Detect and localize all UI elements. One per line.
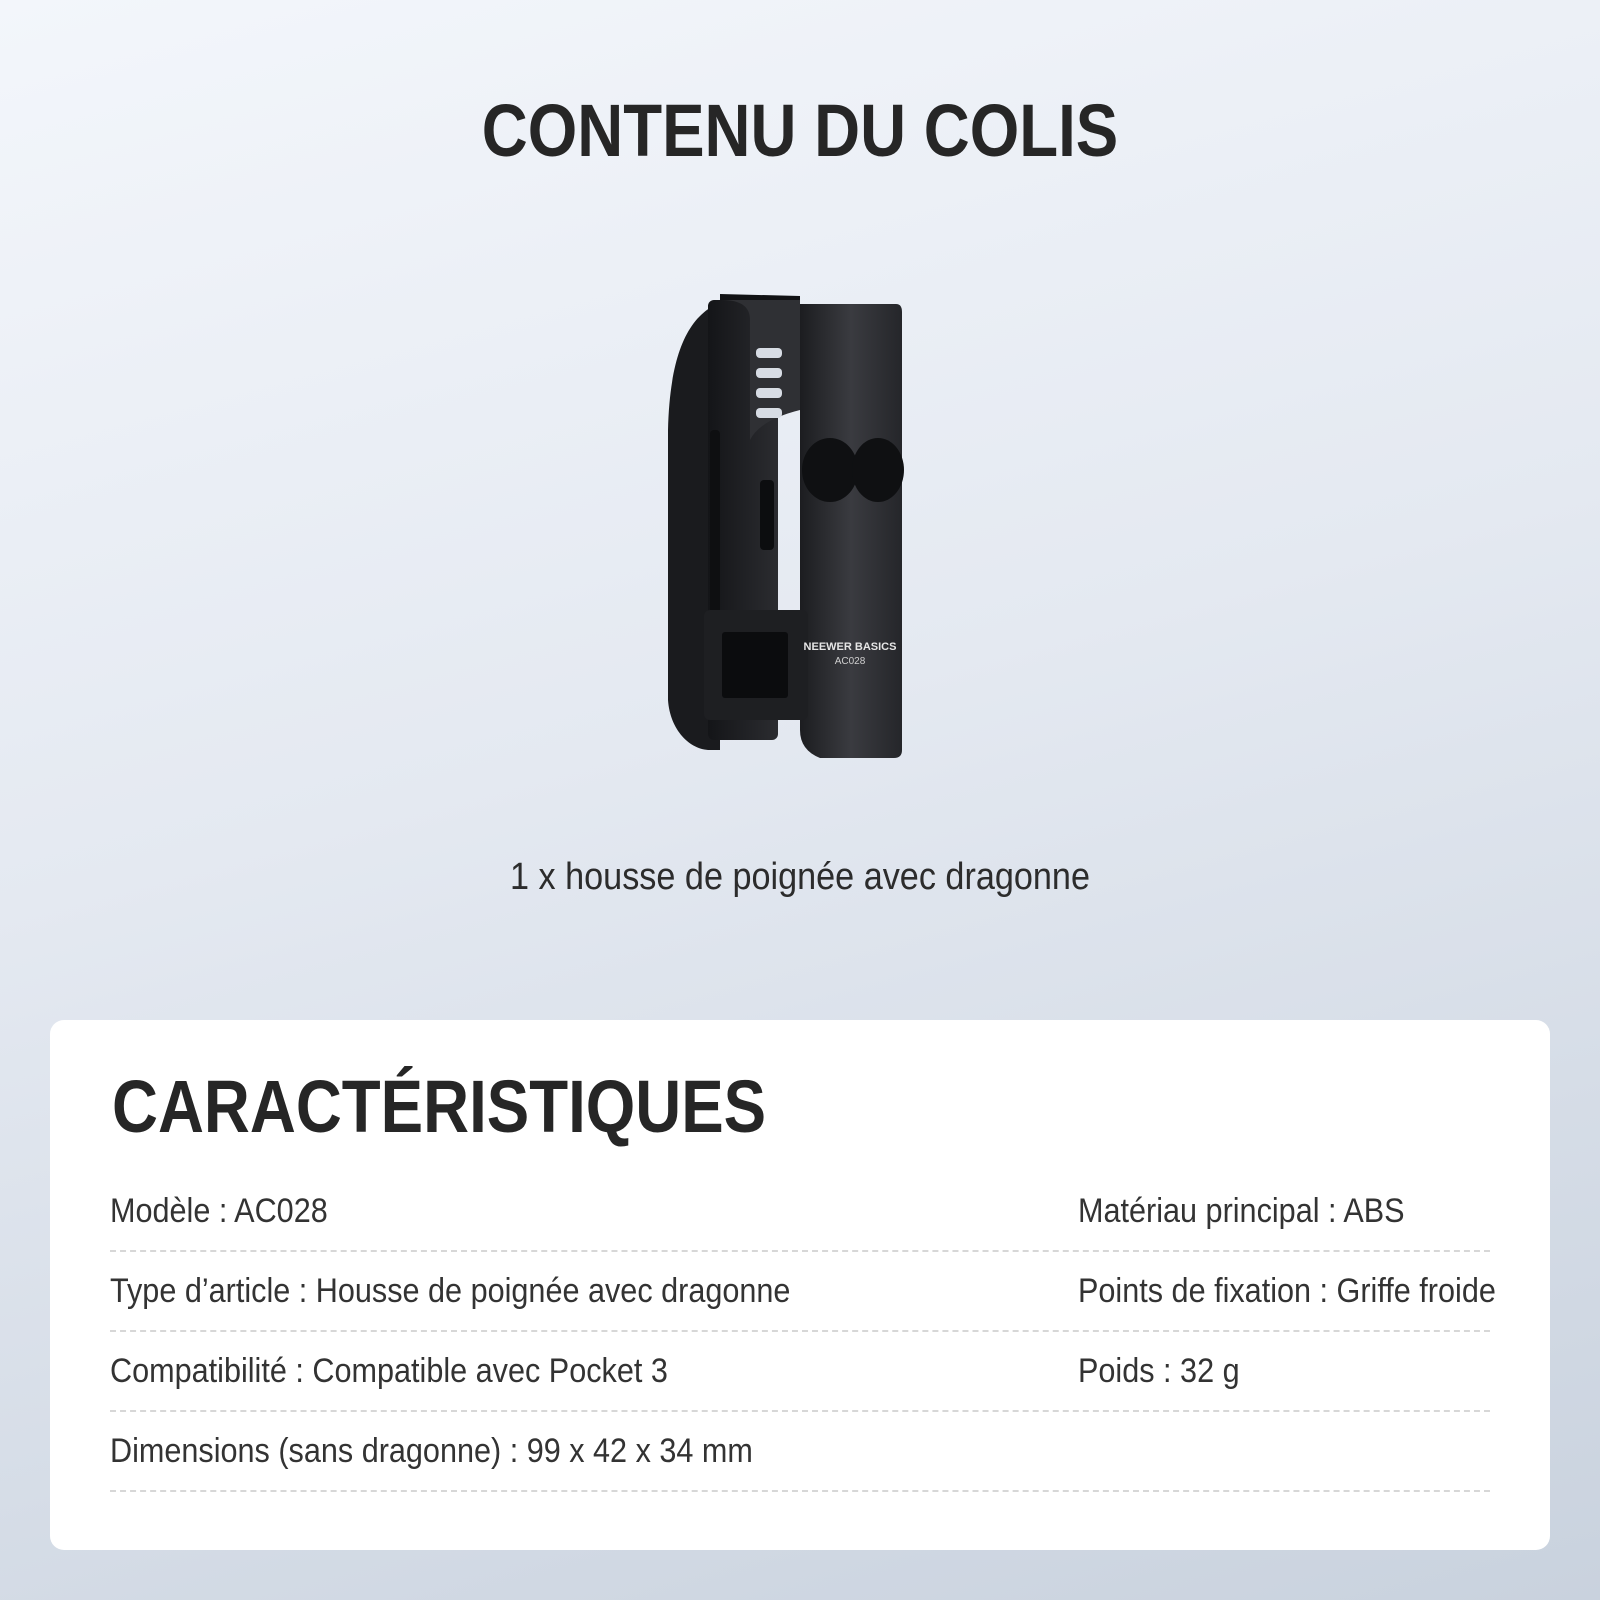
grip-case-illustration xyxy=(650,280,950,780)
product-image xyxy=(650,280,950,780)
spec-model: Modèle : AC028 xyxy=(110,1192,328,1230)
spec-row xyxy=(110,1330,1490,1412)
specifications-card xyxy=(50,1020,1550,1550)
spec-weight: Poids : 32 g xyxy=(1078,1352,1240,1390)
package-caption: 1 x housse de poignée avec dragonne xyxy=(510,856,1090,898)
spec-material: Matériau principal : ABS xyxy=(1078,1192,1405,1230)
spec-compatibility: Compatibilité : Compatible avec Pocket 3 xyxy=(110,1352,668,1390)
spec-row xyxy=(110,1250,1496,1332)
product-brand-text: NEEWER BASICS xyxy=(803,641,897,653)
specifications-title: CARACTÉRISTIQUES xyxy=(112,1065,767,1148)
spec-mount-points: Points de fixation : Griffe froide xyxy=(1078,1272,1496,1310)
spec-dimensions: Dimensions (sans dragonne) : 99 x 42 x 34 mm xyxy=(110,1432,753,1470)
product-model-text: AC028 xyxy=(834,656,866,667)
spec-row xyxy=(110,1410,1490,1492)
spec-row xyxy=(110,1170,1490,1252)
page-title: CONTENU DU COLIS xyxy=(481,89,1119,172)
spec-item-type: Type d’article : Housse de poignée avec dragonne xyxy=(110,1272,791,1310)
